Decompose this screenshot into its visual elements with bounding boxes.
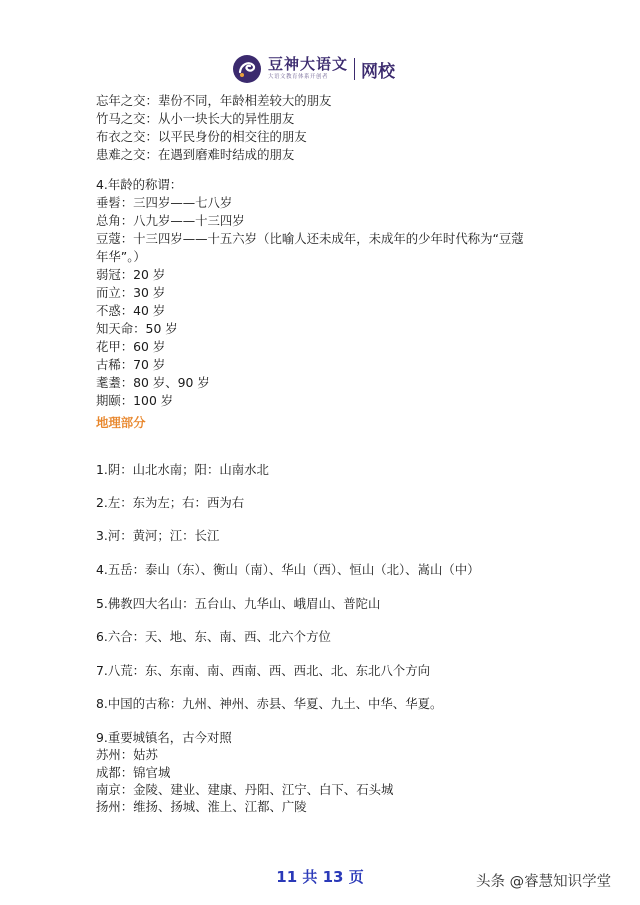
header-divider	[354, 58, 355, 80]
text-line: 患难之交：在遇到磨难时结成的朋友	[96, 147, 295, 162]
text-line: 6.六合：天、地、东、南、西、北六个方位	[96, 629, 331, 644]
text-line: 南京：金陵、建业、建康、丹阳、江宁、白下、石头城	[96, 782, 394, 797]
text-line: 竹马之交：从小一块长大的异性朋友	[96, 111, 295, 126]
brand-name: 豆神大语文	[268, 55, 349, 74]
text-line: 花甲：60 岁	[96, 339, 166, 354]
brand	[268, 57, 348, 81]
text-line: 期颐：100 岁	[96, 393, 174, 408]
text-line: 垂髫：三四岁——七八岁	[96, 195, 233, 210]
logo-icon	[232, 54, 262, 84]
text-line: 知天命：50 岁	[96, 321, 178, 336]
text-line: 5.佛教四大名山：五台山、九华山、峨眉山、普陀山	[96, 596, 381, 611]
text-line: 布衣之交：以平民身份的相交往的朋友	[96, 129, 307, 144]
text-line: 4.年龄的称谓：	[96, 177, 183, 192]
text-line: 年华”。）	[96, 249, 146, 264]
text-line: 8.中国的古称：九州、神州、赤县、华夏、九土、中华、华夏。	[96, 696, 443, 711]
watermark: 头条 @睿慧知识学堂	[476, 874, 612, 890]
section-title-geography: 地理部分	[96, 415, 146, 430]
text-line: 忘年之交：辈份不同，年龄相差较大的朋友	[96, 93, 332, 108]
text-line: 弱冠：20 岁	[96, 267, 166, 282]
text-line: 4.五岳：泰山（东）、衡山（南）、华山（西）、恒山（北）、嵩山（中）	[96, 562, 480, 577]
header-logo	[232, 52, 395, 86]
text-line: 古稀：70 岁	[96, 357, 166, 372]
text-line: 7.八荒：东、东南、南、西南、西、西北、北、东北八个方向	[96, 663, 430, 678]
text-line: 耄耋：80 岁、90 岁	[96, 375, 210, 390]
text-line: 豆蔻：十三四岁——十五六岁（比喻人还未成年，未成年的少年时代称为“豆蔻	[96, 231, 524, 246]
text-line: 苏州：姑苏	[96, 747, 158, 762]
brand-tagline: 大语文教育体系开创者	[268, 74, 329, 81]
page-number: 11 共 13 页	[276, 868, 364, 886]
text-line: 不惑：40 岁	[96, 303, 166, 318]
school-label: 网校	[361, 61, 396, 82]
text-line: 3.河：黄河；江：长江	[96, 528, 220, 543]
text-line: 总角：八九岁——十三四岁	[96, 213, 245, 228]
text-line: 扬州：维扬、扬城、淮上、江都、广陵	[96, 799, 307, 814]
text-line: 2.左：东为左；右：西为右	[96, 495, 245, 510]
text-line: 1.阴：山北水南；阳：山南水北	[96, 462, 269, 477]
text-line: 而立：30 岁	[96, 285, 166, 300]
text-line: 9.重要城镇名，古今对照	[96, 730, 232, 745]
text-line: 成都：锦官城	[96, 765, 171, 780]
